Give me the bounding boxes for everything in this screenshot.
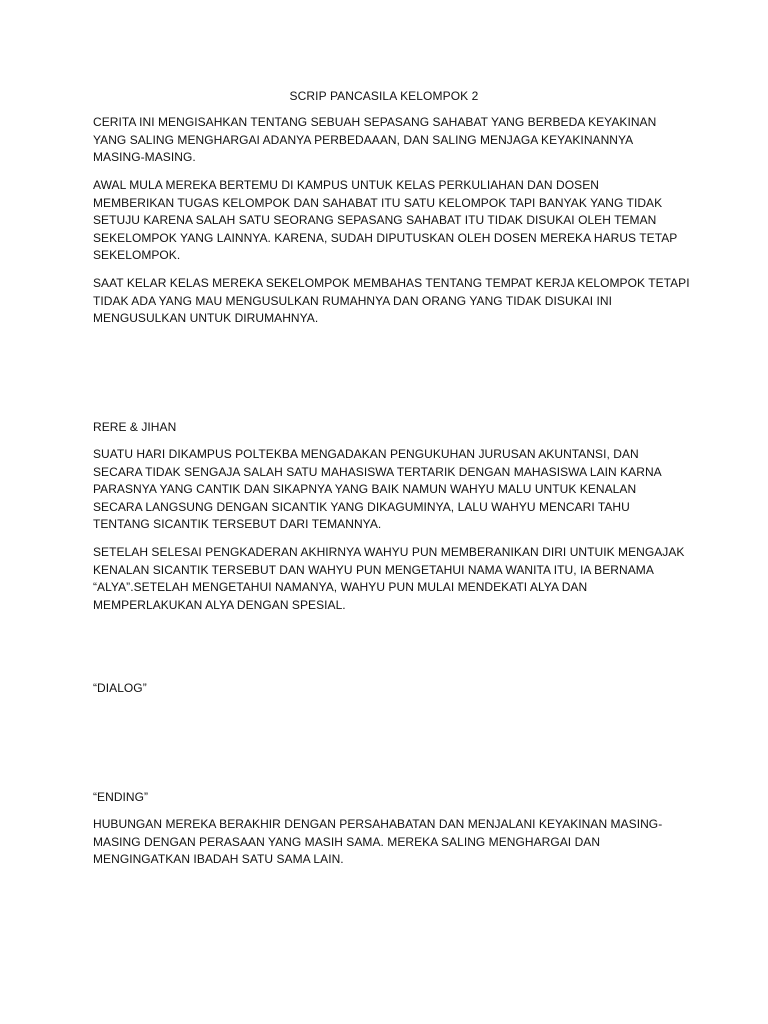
section-heading-dialog: “DIALOG”: [93, 681, 147, 695]
text-line: SUATU HARI DIKAMPUS POLTEKBA MENGADAKAN PENGUKUHAN JURUSAN AKUNTANSI, DAN: [93, 447, 639, 461]
text-line: MENGUSULKAN UNTUK DIRUMAHNYA.: [93, 311, 319, 326]
intro-paragraph-2: [93, 177, 683, 265]
text-line: AWAL MULA MEREKA BERTEMU DI KAMPUS UNTUK KELAS PERKULIAHAN DAN DOSEN: [93, 178, 599, 192]
text-line: “ALYA”.SETELAH MENGETAHUI NAMANYA, WAHYU PUN MULAI MENDEKATI ALYA DAN: [93, 580, 588, 595]
document-title: SCRIP PANCASILA KELOMPOK 2: [289, 89, 479, 103]
text-line: KENALAN SICANTIK TERSEBUT DAN WAHYU PUN MENGETAHUI NAMA WANITA ITU, IA BERNAMA: [93, 562, 654, 577]
text-line: SETUJU KARENA SALAH SATU SEORANG SEPASANG SAHABAT ITU TIDAK DISUKAI OLEH TEMAN: [93, 213, 657, 228]
text-line: YANG SALING MENGHARGAI ADANYA PERBEDAAAN, DAN SALING MENJAGA KEYAKINANNYA: [93, 132, 634, 147]
text-line: MEMPERLAKUKAN ALYA DENGAN SPESIAL.: [93, 597, 346, 612]
section-heading-rere-jihan: RERE & JIHAN: [93, 420, 177, 434]
text-line: TENTANG SICANTIK TERSEBUT DARI TEMANNYA.: [93, 517, 382, 532]
text-line: MEMBERIKAN TUGAS KELOMPOK DAN SAHABAT ITU SATU KELOMPOK TAPI BANYAK YANG TIDAK: [93, 195, 663, 210]
text-line: MASING-MASING.: [93, 150, 196, 165]
text-line: HUBUNGAN MEREKA BERAKHIR DENGAN PERSAHABATAN DAN MENJALANI KEYAKINAN MASING-: [93, 817, 663, 831]
intro-paragraph-1: [93, 114, 683, 167]
text-line: SECARA LANGSUNG DENGAN SICANTIK YANG DIKAGUMINYA, LALU WAHYU MENCARI TAHU: [93, 499, 630, 514]
rere-paragraph-1: [93, 446, 683, 534]
ending-paragraph: [93, 816, 683, 869]
intro-paragraph-3: [93, 275, 690, 328]
text-line: SEKELOMPOK YANG LAINNYA. KARENA, SUDAH DIPUTUSKAN OLEH DOSEN MEREKA HARUS TETAP: [93, 230, 678, 245]
text-line: MENGINGATKAN IBADAH SATU SAMA LAIN.: [93, 852, 344, 867]
text-line: TIDAK ADA YANG MAU MENGUSULKAN RUMAHNYA DAN ORANG YANG TIDAK DISUKAI INI: [93, 293, 613, 308]
text-line: MASING DENGAN PERASAAN YANG MASIH SAMA. MEREKA SALING MENGHARGAI DAN: [93, 834, 601, 849]
text-line: SECARA TIDAK SENGAJA SALAH SATU MAHASISWA TERTARIK DENGAN MAHASISWA LAIN KARNA: [93, 464, 662, 479]
rere-paragraph-2: [93, 544, 683, 614]
text-line: CERITA INI MENGISAHKAN TENTANG SEBUAH SEPASANG SAHABAT YANG BERBEDA KEYAKINAN: [93, 115, 657, 129]
text-line: SETELAH SELESAI PENGKADERAN AKHIRNYA WAHYU PUN MEMBERANIKAN DIRI UNTUIK MENGAJAK: [93, 545, 685, 559]
text-line: PARASNYA YANG CANTIK DAN SIKAPNYA YANG BAIK NAMUN WAHYU MALU UNTUK KENALAN: [93, 482, 637, 497]
text-line: SEKELOMPOK.: [93, 248, 181, 263]
section-heading-ending: “ENDING”: [93, 790, 149, 804]
text-line: SAAT KELAR KELAS MEREKA SEKELOMPOK MEMBAHAS TENTANG TEMPAT KERJA KELOMPOK TETAPI: [93, 276, 690, 290]
